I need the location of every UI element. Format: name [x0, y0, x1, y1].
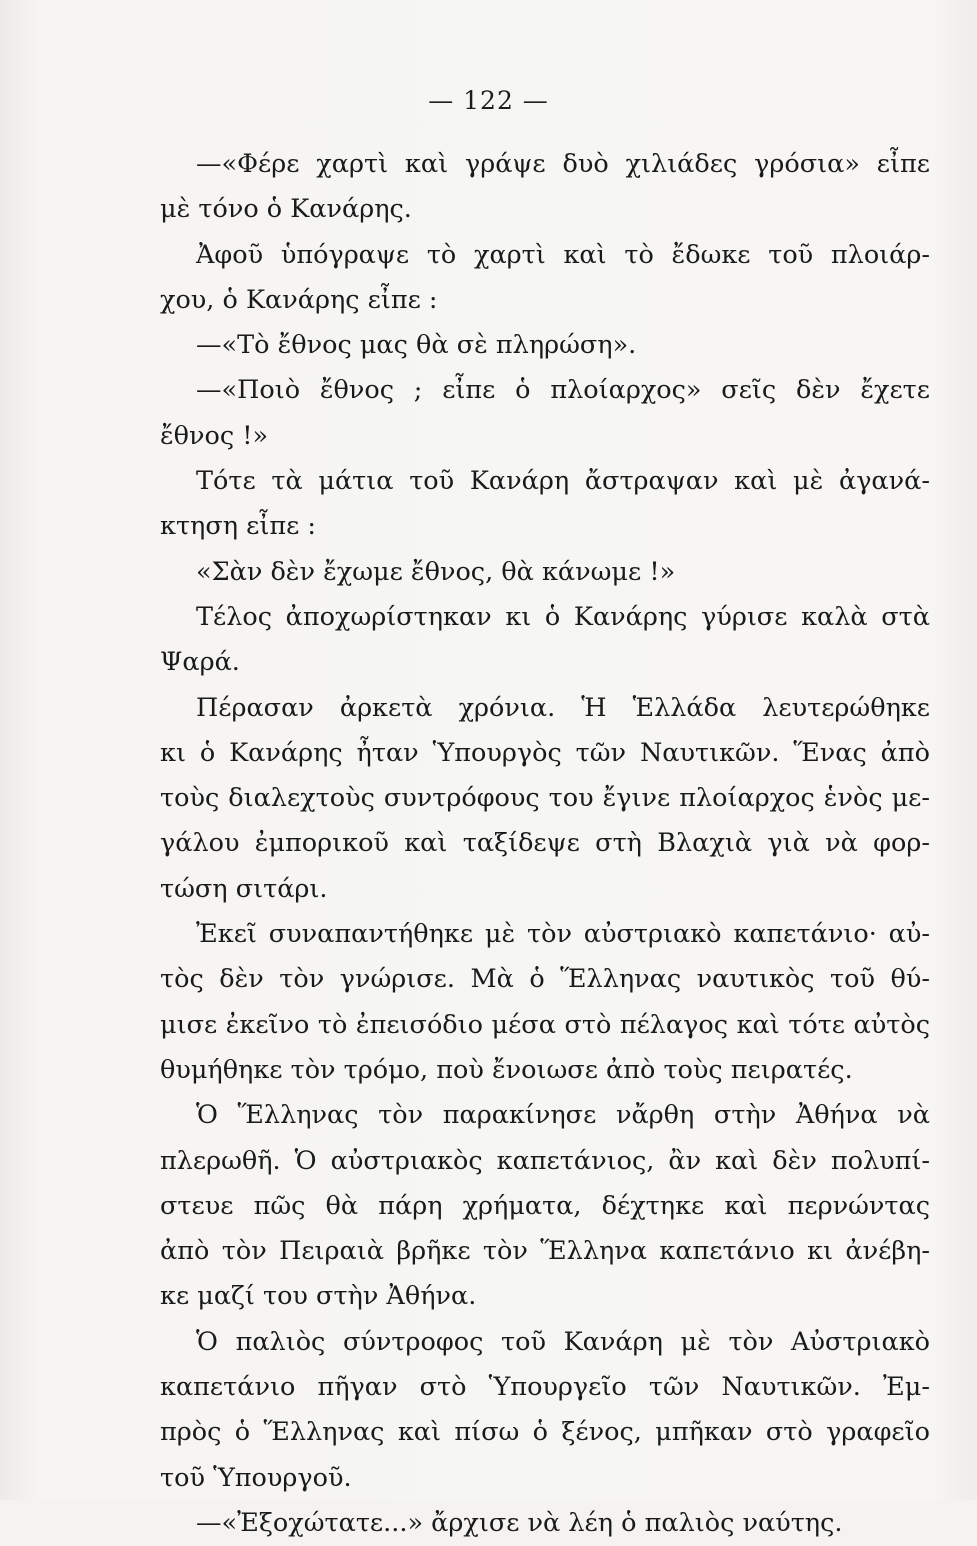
text-line: «Σὰν δὲν ἔχωμε ἔθνος, θὰ κάνωμε !»	[196, 556, 676, 587]
text-line: Ὁ παλιὸς σύντροφος τοῦ Κανάρη μὲ τὸν Αὐστριακὸ	[196, 1326, 930, 1357]
text-line: Τότε τὰ μάτια τοῦ Κανάρη ἄστραψαν καὶ μὲ ἀγανά-	[196, 466, 930, 497]
text-line: —«Φέρε χαρτὶ καὶ γράψε δυὸ χιλιάδες γρόσια» εἶπε	[196, 149, 930, 179]
text-line: μισε ἐκεῖνο τὸ ἐπεισόδιο μέσα στὸ πέλαγος καὶ τότε αὐτὸς	[160, 1009, 930, 1040]
text-line: χου, ὁ Κανάρης εἶπε :	[160, 284, 438, 315]
text-line: Ὁ Ἕλληνας τὸν παρακίνησε νἄρθη στὴν Ἀθήνα νὰ	[196, 1100, 930, 1131]
text-line: —«Ποιὸ ἔθνος ; εἶπε ὁ πλοίαρχος» σεῖς δὲν ἔχετε	[196, 375, 930, 406]
text-line: στευε πῶς θὰ πάρη χρήματα, δέχτηκε καὶ περνώντας	[160, 1190, 930, 1221]
text-line: τοῦ Ὑπουργοῦ.	[160, 1462, 352, 1493]
text-line: Πέρασαν ἀρκετὰ χρόνια. Ἡ Ἑλλάδα λευτερώθηκε	[196, 692, 930, 723]
text-line: καπετάνιο πῆγαν στὸ Ὑπουργεῖο τῶν Ναυτικῶν. Ἐμ-	[160, 1372, 930, 1403]
text-line: τοὺς διαλεχτοὺς συντρόφους του ἔγινε πλοίαρχος ἑνὸς με-	[160, 783, 930, 814]
text-line: γάλου ἐμπορικοῦ καὶ ταξίδεψε στὴ Βλαχιὰ γιὰ νὰ φορ-	[160, 828, 930, 859]
text-line: κι ὁ Κανάρης ἦταν Ὑπουργὸς τῶν Ναυτικῶν. Ἕνας ἀπὸ	[160, 737, 930, 768]
text-line: κε μαζί του στὴν Ἀθήνα.	[160, 1281, 477, 1312]
text-line: Ἐκεῖ συναπαντήθηκε μὲ τὸν αὐστριακὸ καπετάνιο· αὐ-	[196, 919, 930, 950]
text-line: —«Τὸ ἔθνος μας θὰ σὲ πληρώση».	[196, 330, 637, 361]
text-line: μὲ τόνο ὁ Κανάρης.	[160, 194, 412, 225]
text-line: ἀπὸ τὸν Πειραιὰ βρῆκε τὸν Ἕλληνα καπετάνιο κι ἀνέβη-	[160, 1236, 930, 1267]
text-line: τώση σιτάρι.	[160, 873, 328, 904]
text-line: Ἀφοῦ ὑπόγραψε τὸ χαρτὶ καὶ τὸ ἔδωκε τοῦ πλοιάρ-	[196, 239, 930, 270]
page-number: — 122 —	[428, 86, 549, 115]
text-line: Τέλος ἀποχωρίστηκαν κι ὁ Κανάρης γύρισε καλὰ στὰ	[196, 601, 930, 632]
text-line: κτηση εἶπε :	[160, 511, 316, 542]
text-line: ἔθνος !»	[160, 420, 269, 451]
text-line: θυμήθηκε τὸν τρόμο, ποὺ ἔνοιωσε ἀπὸ τοὺς πειρατές.	[160, 1054, 853, 1085]
text-line: τὸς δὲν τὸν γνώρισε. Μὰ ὁ Ἕλληνας ναυτικὸς τοῦ θύ-	[160, 964, 930, 995]
text-line: πρὸς ὁ Ἕλληνας καὶ πίσω ὁ ξένος, μπῆκαν στὸ γραφεῖο	[160, 1417, 930, 1448]
text-line: πλερωθῆ. Ὁ αὐστριακὸς καπετάνιος, ἂν καὶ δὲν πολυπί-	[160, 1145, 930, 1176]
text-line: Ψαρά.	[160, 647, 240, 678]
body-text	[160, 142, 930, 1546]
text-line: —«Ἐξοχώτατε...» ἄρχισε νὰ λέη ὁ παλιὸς ναύτης.	[196, 1507, 843, 1538]
